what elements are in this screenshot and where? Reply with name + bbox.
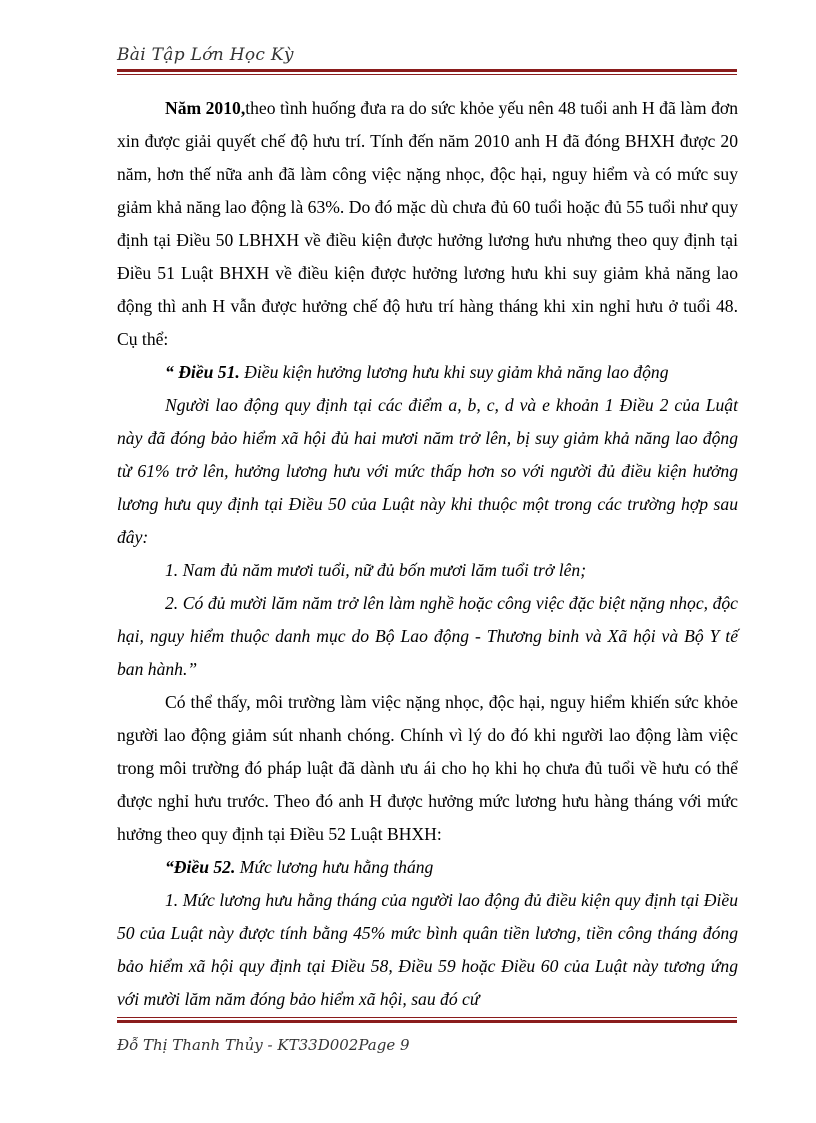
article-51-clause-2: 2. Có đủ mười lăm năm trở lên làm nghề hoặc công việc đặc biệt nặng nhọc, độc hại, nguy hiểm thuộc danh mục do Bộ Lao động - Thương binh và Xã hội và Bộ Y tế ban hành.” — [117, 593, 738, 679]
article-51-number: Điều 51. — [178, 362, 240, 382]
article-51-title: Điều kiện hưởng lương hưu khi suy giảm khả năng lao động — [239, 362, 669, 382]
header-title: Bài Tập Lớn Học Kỳ — [117, 45, 294, 65]
footer-rule — [117, 1017, 737, 1023]
footer-separator: - — [262, 1036, 278, 1054]
article-52-title: Mức lương hưu hằng tháng — [235, 857, 434, 877]
article-52-clause-1: 1. Mức lương hưu hằng tháng của người lao động đủ điều kiện quy định tại Điều 50 của Luật này được tính bằng 45% mức bình quân tiền lương, tiền công tháng đóng bảo hiểm xã hội quy định tại Điều 58, Điều 59 hoặc Điều 60 của Luật này tương ứng với mười lăm năm đóng bảo hiểm xã hội, sau đó cứ — [117, 890, 738, 1009]
article-51-clause-1: 1. Nam đủ năm mươi tuổi, nữ đủ bốn mươi lăm tuổi trở lên; — [165, 560, 587, 580]
header-rule — [117, 69, 737, 75]
paragraph-text: theo tình huống đưa ra do sức khỏe yếu nên 48 tuổi anh H đã làm đơn xin được giải quyết chế độ hưu trí. Tính đến năm 2010 anh H đã đóng BHXH được 20 năm, hơn thế nữa anh đã làm công việc nặng nhọc, độc hại, nguy hiểm và có mức suy giảm khả năng lao động là 63%. Do đó mặc dù chưa đủ 60 tuổi hoặc đủ 55 tuổi như quy định tại Điều 50 LBHXH về điều kiện được hưởng lương hưu nhưng theo quy định tại Điều 51 Luật BHXH về điều kiện được hưởng lương hưu khi suy giảm khả năng lao động thì anh H vẫn được hưởng chế độ hưu trí hàng tháng khi xin nghỉ hưu ở tuổi 48. Cụ thể: — [117, 98, 738, 349]
document-body — [117, 92, 738, 1016]
footer-author: Đỗ Thị Thanh Thủy — [117, 1036, 263, 1054]
article-51-heading — [117, 356, 738, 389]
paragraph-lead-year: Năm 2010, — [165, 98, 246, 118]
footer — [117, 1036, 410, 1054]
article-52-heading — [117, 851, 738, 884]
article-51-body: Người lao động quy định tại các điểm a, b, c, d và e khoản 1 Điều 2 của Luật này đã đóng bảo hiểm xã hội đủ hai mươi năm trở lên, bị suy giảm khả năng lao động từ 61% trở lên, hưởng lương hưu với mức thấp hơn so với người đủ điều kiện hưởng lương hưu quy định tại Điều 50 của Luật này khi thuộc một trong các trường hợp sau đây: — [117, 395, 738, 547]
paragraph-commentary: Có thể thấy, môi trường làm việc nặng nhọc, độc hại, nguy hiểm khiến sức khỏe người lao động giảm sút nhanh chóng. Chính vì lý do đó khi người lao động làm việc trong môi trường đó pháp luật đã dành ưu ái cho họ khi họ chưa đủ tuổi về hưu có thể được nghỉ hưu trước. Theo đó anh H được hưởng mức lương hưu hàng tháng với mức hưởng theo quy định tại Điều 52 Luật BHXH: — [117, 692, 738, 844]
quote-open: “ — [165, 362, 179, 382]
paragraph-case-analysis — [117, 92, 738, 356]
footer-code: KT33D002 — [277, 1036, 359, 1054]
quote-open: “ — [165, 857, 174, 877]
article-52-number: Điều 52. — [173, 857, 236, 877]
footer-page-number: Page 9 — [358, 1036, 410, 1054]
